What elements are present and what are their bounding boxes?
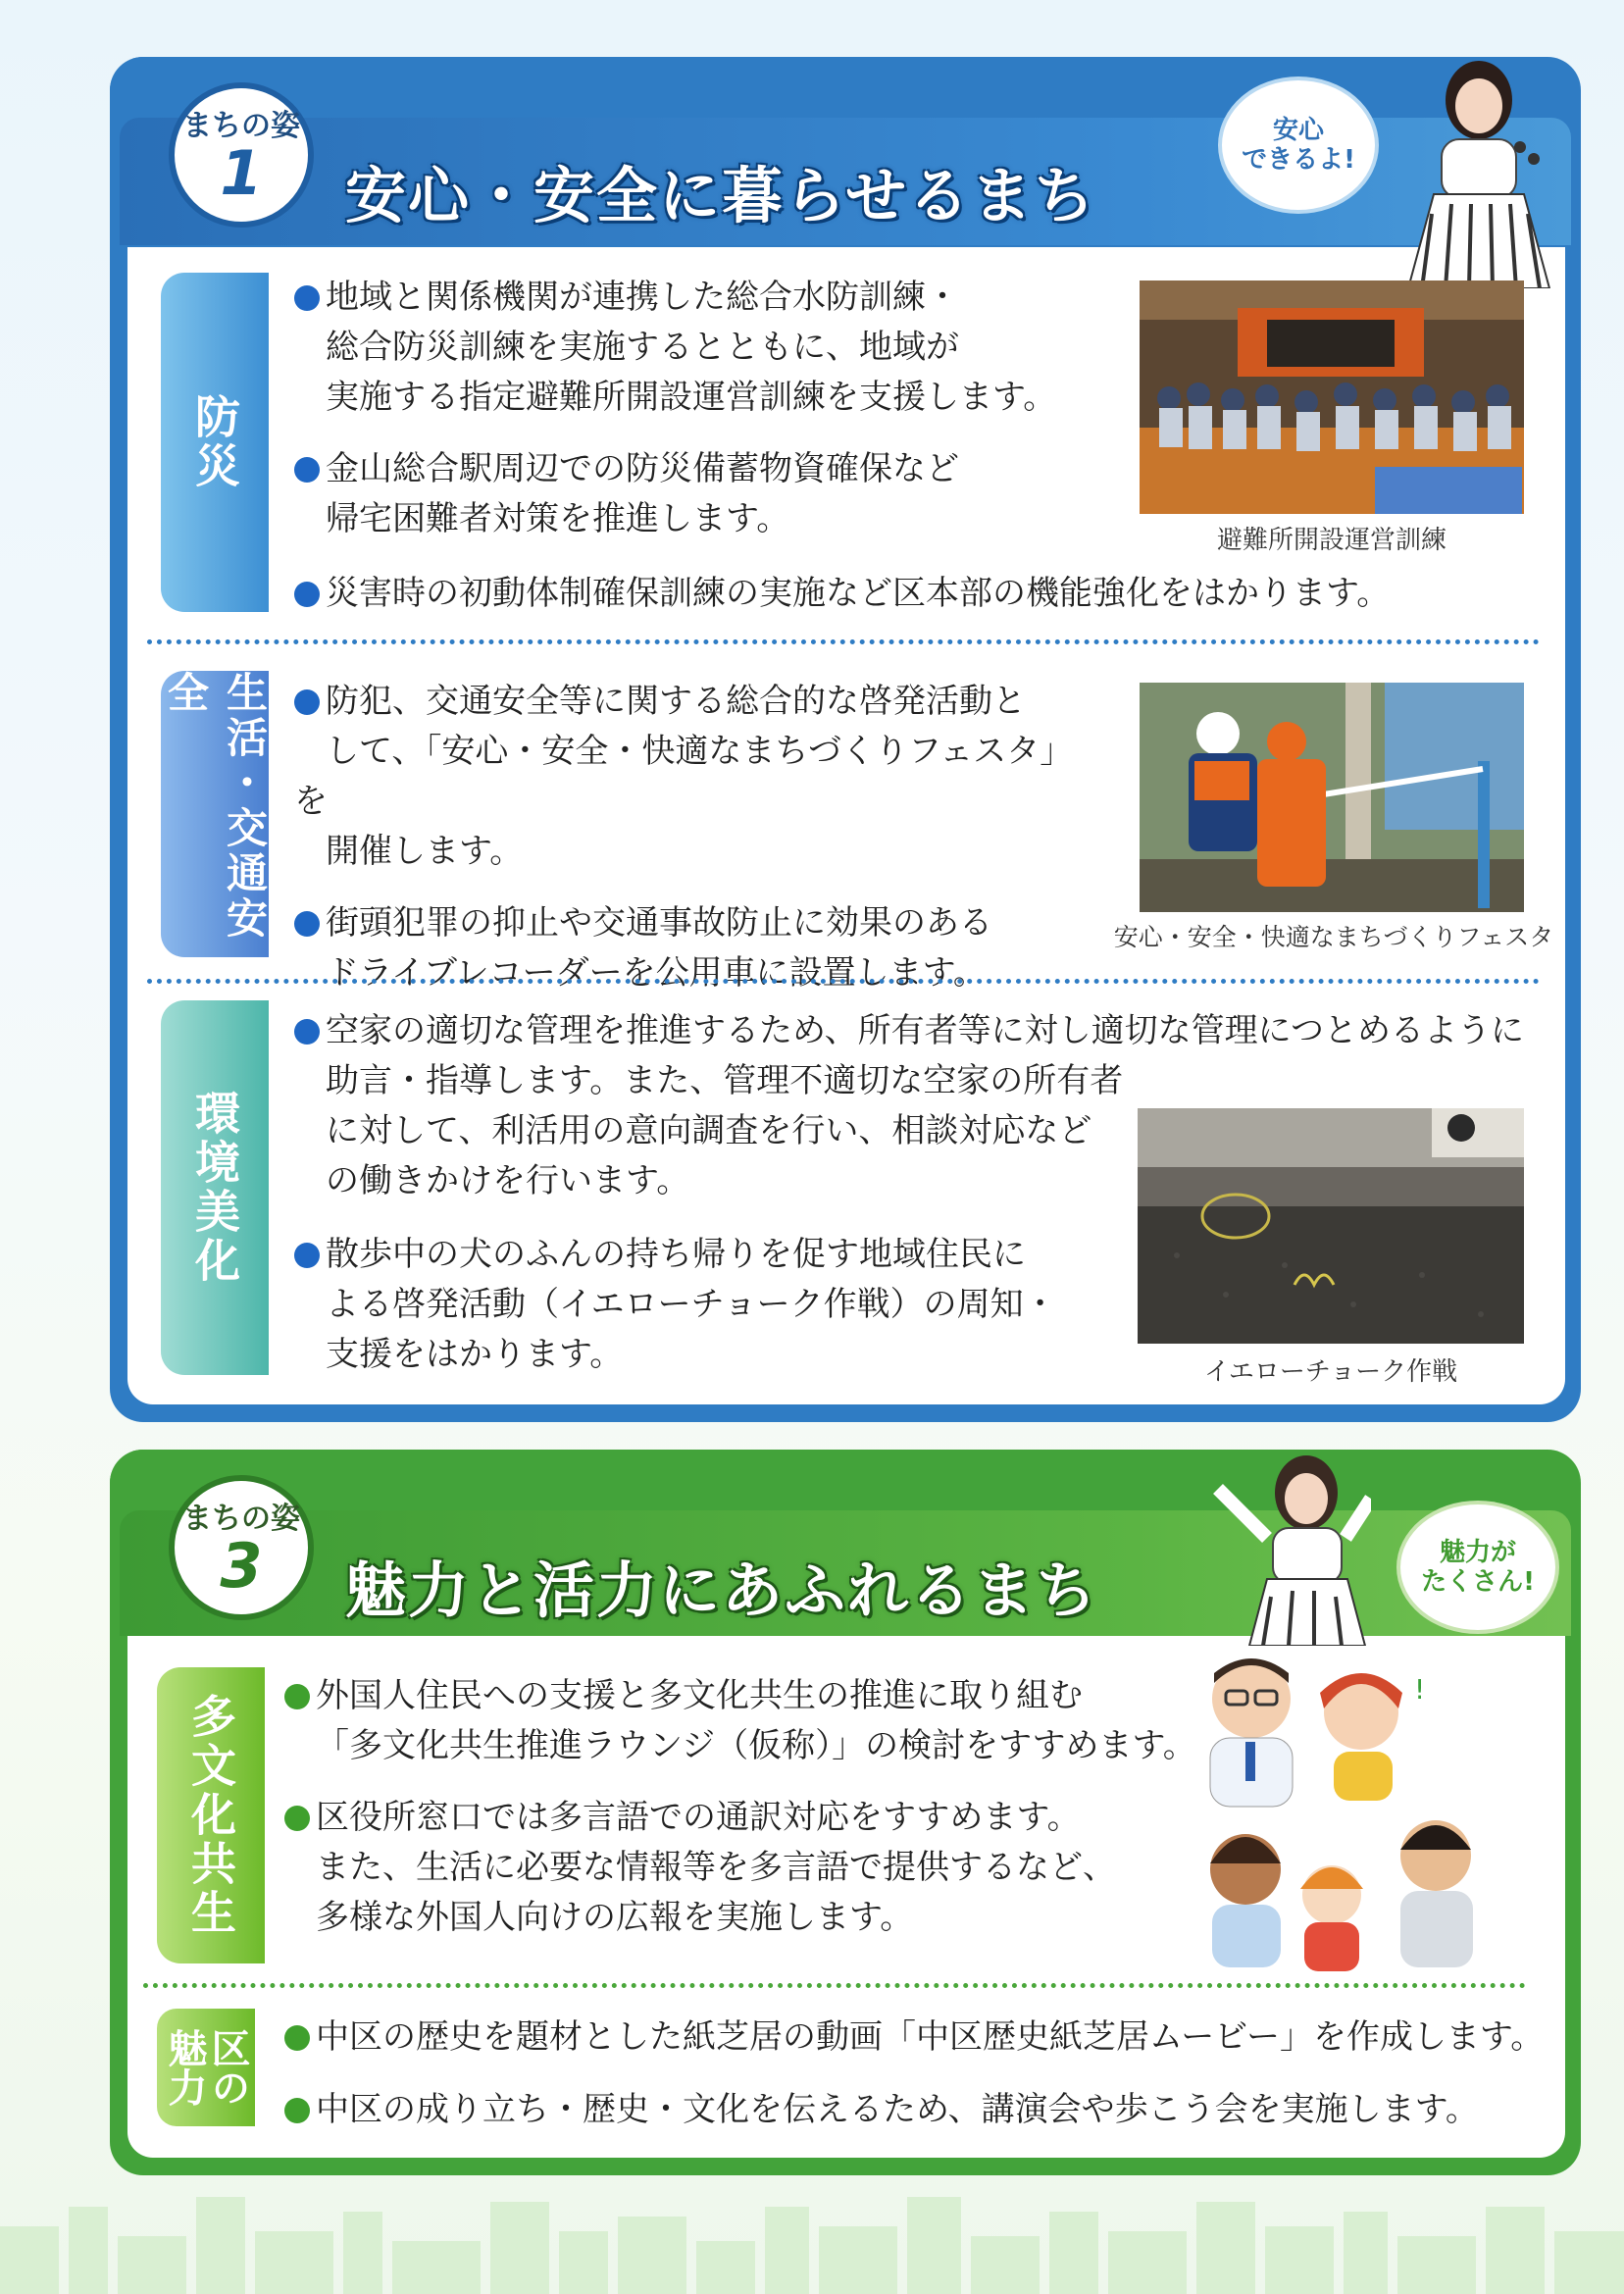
- bullet-line: 開催します。: [326, 832, 524, 871]
- bullet-item: [294, 273, 1098, 423]
- bullet-dot-icon: [284, 2098, 310, 2123]
- section3-cloud-text-1: 魅力が: [1439, 1538, 1516, 1567]
- photo-safety-festa: [1140, 683, 1524, 912]
- category-label-seikatsu: 生活・交通安全: [162, 671, 269, 942]
- category-tab-tabunka: [157, 1667, 265, 1963]
- section3-badge-number: 3: [220, 1530, 263, 1602]
- category-tab-seikatsu: [161, 671, 269, 957]
- divider: [147, 979, 1540, 984]
- photo-caption: 避難所開設運営訓練: [1216, 526, 1446, 555]
- photo-yellow-chalk: [1138, 1108, 1524, 1344]
- divider: [147, 639, 1540, 644]
- bullet-line: 区役所窓口では多言語での通訳対応をすすめます。: [316, 1798, 1081, 1837]
- bullet-line: 空家の適切な管理を推進するため、所有者等に対し適切な管理につとめるように: [326, 1011, 1524, 1050]
- section1-title: 安心・安全に暮らせるまち: [345, 160, 1097, 231]
- bullet-line: また、生活に必要な情報等を多言語で提供するなど、: [316, 1848, 1116, 1887]
- category-tab-kankyo: [161, 1000, 269, 1375]
- bullet-dot-icon: [294, 457, 320, 483]
- bullet-line: 中区の成り立ち・歴史・文化を伝えるため、講演会や歩こう会を実施します。: [316, 2090, 1479, 2129]
- bullet-dot-icon: [294, 1019, 320, 1045]
- svg-text:!: !: [1414, 1673, 1426, 1706]
- bullet-line: ドライブレコーダーを公用車に設置します。: [326, 953, 987, 993]
- bousai-bullets: [294, 273, 1098, 544]
- section3-cloud-text-2: たくさん!: [1421, 1567, 1535, 1597]
- section3-mascot-illustration: [1198, 1450, 1371, 1646]
- section1-mascot-illustration: [1373, 57, 1569, 288]
- bullet-line: 多様な外国人向けの広報を実施します。: [316, 1898, 914, 1937]
- bullet-line: 散歩中の犬のふんの持ち帰りを促す地域住民に: [326, 1235, 1026, 1274]
- section3-speech-cloud: [1396, 1501, 1559, 1634]
- bullet-line: 中区の歴史を題材とした紙芝居の動画「中区歴史紙芝居ムービー」を作成します。: [316, 2017, 1545, 2057]
- category-label-miryoku-col2: 魅力: [162, 2028, 207, 2107]
- section1-speech-cloud: [1218, 76, 1379, 214]
- bullet-item: [294, 677, 1098, 877]
- bullet-dot-icon: [294, 689, 320, 715]
- bullet-line: 外国人住民への支援と多文化共生の推進に取り組む: [316, 1676, 1083, 1715]
- bullet-line: 金山総合駅周辺での防災備蓄物資確保など: [326, 449, 959, 488]
- bullet-item: [284, 1793, 1206, 1943]
- bullet-item: [284, 1671, 1206, 1771]
- tabunka-bullets: [284, 1671, 1206, 1943]
- bullet-line: 地域と関係機関が連携した総合水防訓練・: [326, 278, 959, 317]
- section3-badge: [169, 1475, 314, 1620]
- bullet-dot-icon: [284, 2025, 310, 2051]
- section1-badge-label: まちの姿: [182, 109, 300, 143]
- bullet-line: 「多文化共生推進ラウンジ（仮称）」の検討をすすめます。: [316, 1726, 1196, 1765]
- bullet-line: に対して、利活用の意向調査を行い、相談対応など: [326, 1111, 1092, 1150]
- bullet-item: [294, 569, 1530, 619]
- section1-cloud-text-1: 安心: [1272, 116, 1324, 145]
- category-tab-bousai: [161, 273, 269, 612]
- photo-caption: イエローチョーク作戦: [1203, 1357, 1458, 1387]
- category-label-bousai: 防災: [188, 393, 241, 491]
- bullet-line: 防犯、交通安全等に関する総合的な啓発活動と: [326, 682, 1026, 721]
- category-label-kankyo: 環境美化: [188, 1090, 241, 1286]
- bullet-item: [294, 1230, 1098, 1380]
- bullet-line: 街頭犯罪の抑止や交通事故防止に効果のある: [326, 903, 992, 943]
- photo-caption: 安心・安全・快適なまちづくりフェスタ: [1113, 923, 1554, 951]
- section1-badge: [169, 82, 314, 228]
- bullet-dot-icon: [284, 1684, 310, 1709]
- category-label-miryoku-col1: 区の: [205, 2028, 250, 2107]
- bullet-line: 実施する指定避難所開設運営訓練を支援します。: [326, 378, 1057, 417]
- bullet-item: [294, 444, 1098, 544]
- bullet-dot-icon: [294, 285, 320, 311]
- bullet-dot-icon: [294, 911, 320, 937]
- bullet-line: 災害時の初動体制確保訓練の実施など区本部の機能強化をはかります。: [326, 574, 1391, 613]
- photo-evacuation-drill: [1140, 280, 1524, 514]
- bullet-line: 助言・指導します。また、管理不適切な空家の所有者: [326, 1061, 1124, 1100]
- bullet-line: して、「安心・安全・快適なまちづくりフェスタ」を: [294, 732, 1074, 821]
- bullet-line: 総合防災訓練を実施するとともに、地域が: [326, 328, 959, 367]
- bullet-line: よる啓発活動（イエローチョーク作戦）の周知・: [326, 1285, 1057, 1324]
- bullet-item: [284, 2085, 1549, 2135]
- bullet-dot-icon: [294, 582, 320, 607]
- section1-cloud-text-2: できるよ!: [1242, 145, 1355, 175]
- people-illustration: [1187, 1654, 1530, 1977]
- section3-title: 魅力と活力にあふれるまち: [345, 1555, 1099, 1626]
- bullet-line: の働きかけを行います。: [326, 1161, 690, 1200]
- category-tab-miryoku: [157, 2009, 255, 2126]
- bullet-line: 支援をはかります。: [326, 1335, 624, 1374]
- category-label-tabunka: 多文化共生: [184, 1693, 237, 1938]
- bullet-line: 帰宅困難者対策を推進します。: [326, 499, 790, 538]
- bullet-dot-icon: [284, 1806, 310, 1831]
- seikatsu-bullets: [294, 677, 1098, 998]
- skyline-decoration: [0, 2187, 1624, 2294]
- section1-badge-number: 1: [220, 137, 263, 209]
- bullet-dot-icon: [294, 1243, 320, 1268]
- divider: [143, 1983, 1526, 1988]
- section3-badge-label: まちの姿: [182, 1502, 300, 1536]
- bullet-item: [284, 2013, 1549, 2063]
